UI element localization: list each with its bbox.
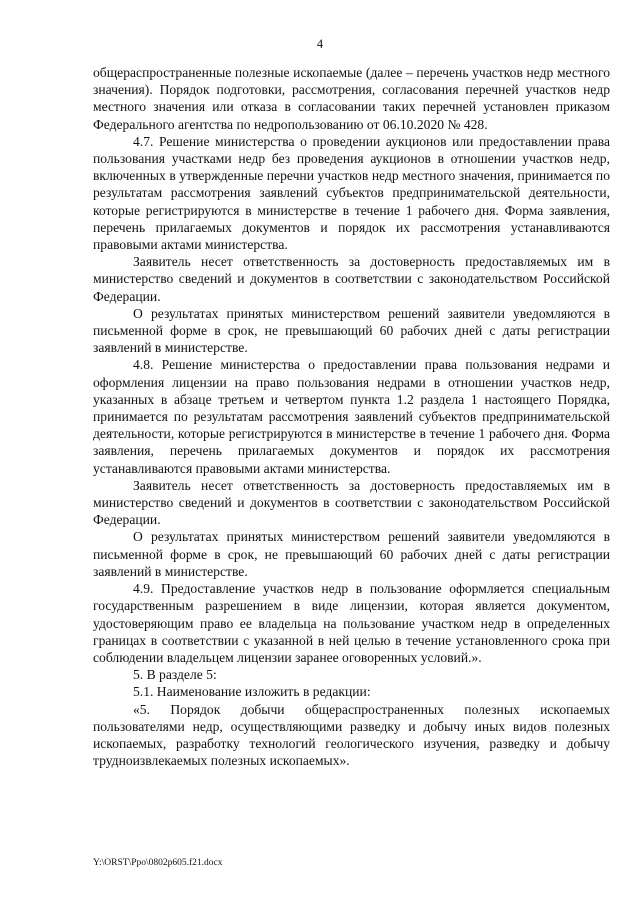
paragraph: 5.1. Наименование изложить в редакции: bbox=[133, 684, 371, 700]
paragraph: Заявитель несет ответственность за достоверность предоставляемых им в министерство сведений и документов в соответствии с законодательством Российской Федерации. bbox=[93, 254, 610, 304]
paragraph: 4.8. Решение министерства о предоставлении права пользования недрами и оформления лицензии на право пользования недрами в отношении участков недр, указанных в абзаце третьем и четвертом пункта 1.2 раздела 1 настоящего Порядка, принимается по результатам рассмотрения заявлений субъектов предпринимательской деятельности, которые регистрируются в министерстве в течение 1 рабочего дня. Форма заявления, перечень прилагаемых документов и порядок их рассмотрения устанавливаются правовыми актами министерства. bbox=[93, 357, 610, 476]
paragraph: 4.7. Решение министерства о проведении аукционов или предоставлении права пользования участками недр без проведения аукционов в отношении участков недр, включенных в утвержденные перечни участков недр местного значения, принимается по результатам рассмотрения заявлений субъектов предпринимательской деятельности, которые регистрируются в министерстве в течение 1 рабочего дня. Форма заявления, перечень прилагаемых документов и порядок их рассмотрения устанавливаются правовыми актами министерства. bbox=[93, 133, 610, 253]
paragraph: О результатах принятых министерством решений заявители уведомляются в письменной форме в срок, не превышающий 60 рабочих дней с даты регистрации заявлений в министерстве. bbox=[93, 305, 610, 356]
paragraph: 4.9. Предоставление участков недр в пользование оформляется специальным государственным разрешением в виде лицензии, которая является документом, удостоверяющим право ее владельца на пользование участком недр в определенных границах в соответствии с указанной в ней целью в течение установленного срока при соблюдении владельцем лицензии заранее оговоренных условий.». bbox=[93, 581, 610, 665]
file-path-footer: Y:\ORST\Ppo\0802p605.f21.docx bbox=[93, 858, 223, 868]
paragraph: О результатах принятых министерством решений заявители уведомляются в письменной форме в срок, не превышающий 60 рабочих дней с даты регистрации заявлений в министерстве. bbox=[93, 529, 610, 579]
paragraph: Заявитель несет ответственность за достоверность предоставляемых им в министерство сведений и документов в соответствии с законодательством Российской Федерации. bbox=[93, 477, 610, 528]
paragraph: «5. Порядок добычи общераспространенных полезных ископаемых пользователями недр, осуществляющими разведку и добычу иных видов полезных ископаемых, разработку технологий геологического изучения, разведку и добычу трудноизвлекаемых полезных ископаемых». bbox=[93, 701, 610, 769]
document-body bbox=[93, 64, 610, 769]
paragraph: общераспространенные полезные ископаемые (далее – перечень участков недр местного значения). Порядок подготовки, рассмотрения, согласования перечней участков недр местного значения или отказа в согласовании таких перечней установлен приказом Федерального агентства по недропользованию от 06.10.2020 № 428. bbox=[93, 65, 610, 132]
paragraph: 5. В разделе 5: bbox=[133, 667, 217, 683]
page-number: 4 bbox=[316, 37, 324, 51]
